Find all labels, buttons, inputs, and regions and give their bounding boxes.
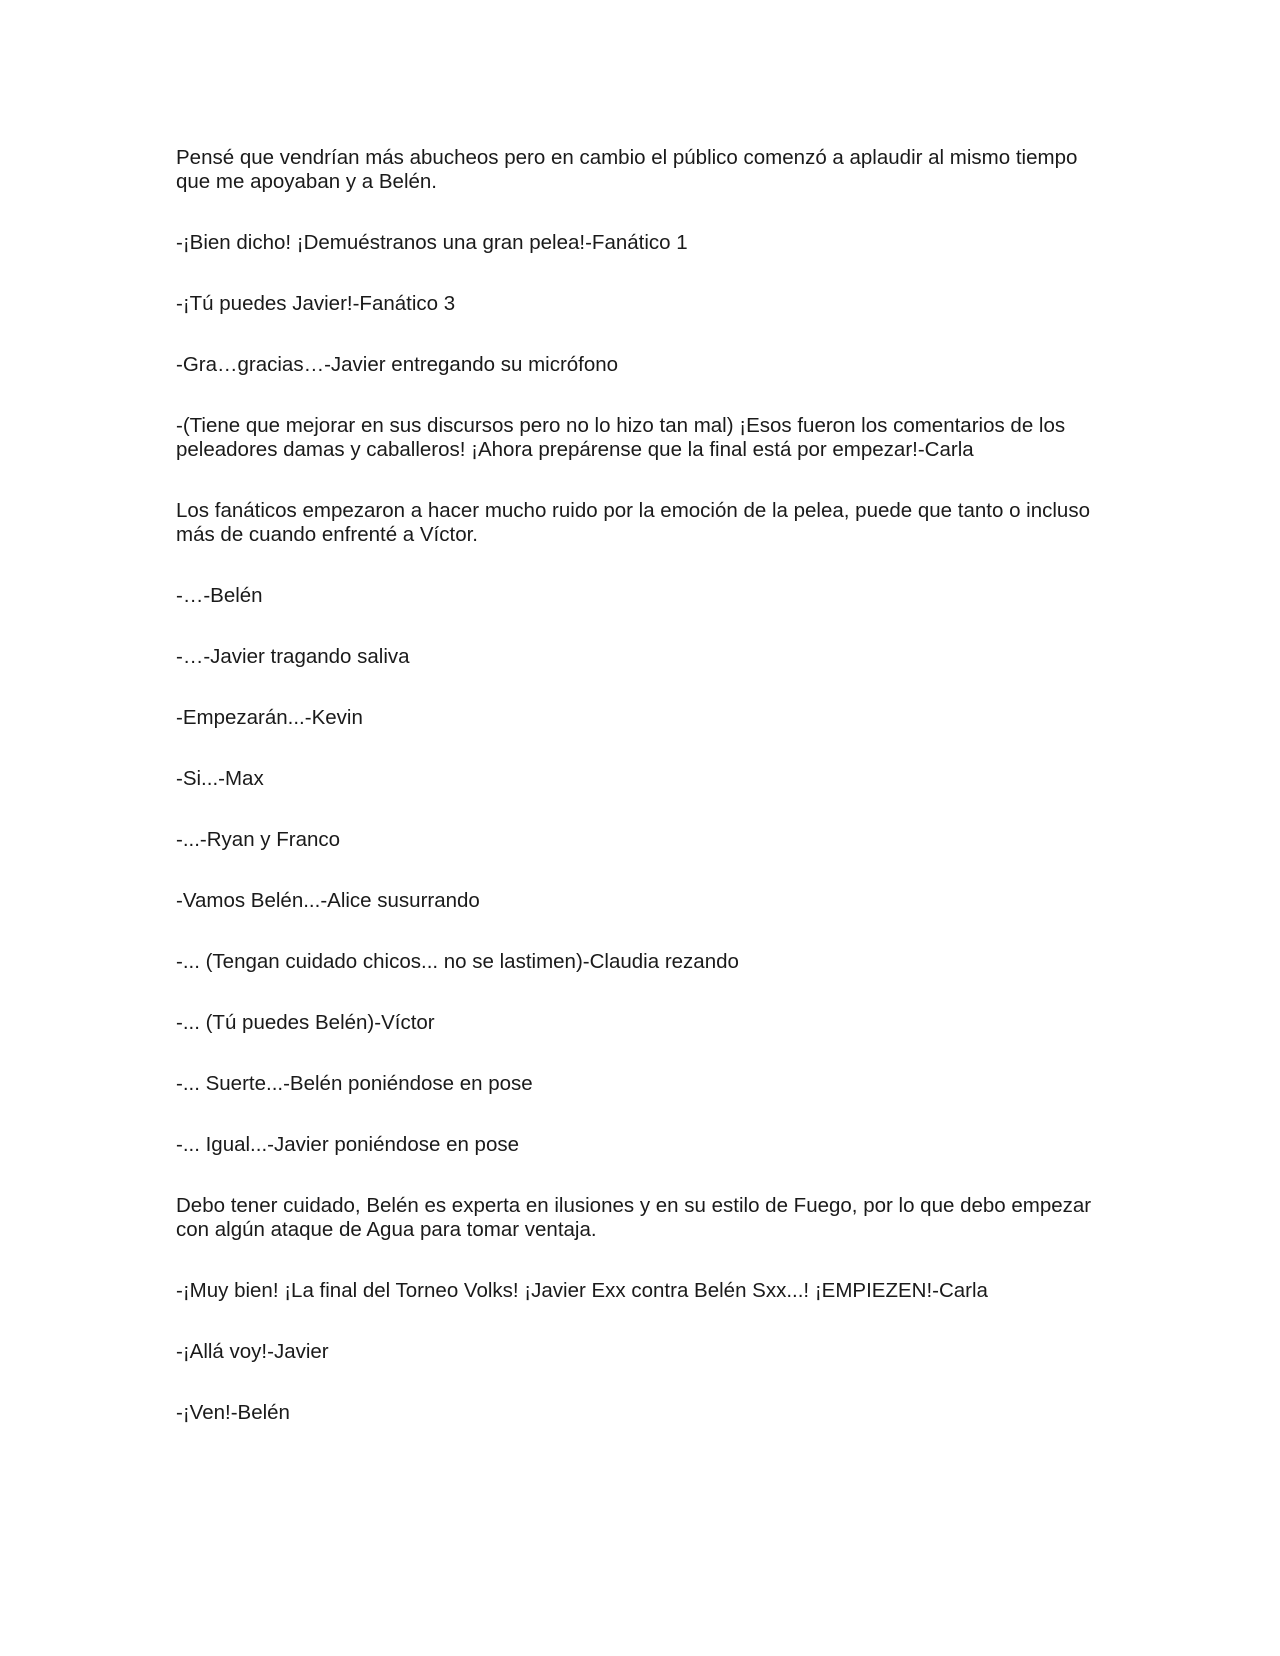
paragraph: -¡Allá voy!-Javier xyxy=(176,1340,329,1363)
paragraph: -... Igual...-Javier poniéndose en pose xyxy=(176,1133,520,1156)
document-body xyxy=(176,146,1116,1462)
paragraph: -¡Tú puedes Javier!-Fanático 3 xyxy=(176,292,456,315)
paragraph: -Empezarán...-Kevin xyxy=(176,706,363,729)
paragraph: -…-Belén xyxy=(176,584,263,607)
paragraph: -Vamos Belén...-Alice susurrando xyxy=(176,889,480,912)
paragraph: -Gra…gracias…-Javier entregando su micrófono xyxy=(176,353,619,376)
paragraph: Los fanáticos empezaron a hacer mucho ruido por la emoción de la pelea, puede que tanto o incluso más de cuando enfrenté a Víctor. xyxy=(176,499,1090,546)
paragraph: -...-Ryan y Franco xyxy=(176,828,341,851)
paragraph: -... (Tú puedes Belén)-Víctor xyxy=(176,1011,435,1034)
paragraph: -…-Javier tragando saliva xyxy=(176,645,410,668)
paragraph: Pensé que vendrían más abucheos pero en cambio el público comenzó a aplaudir al mismo tiempo que me apoyaban y a Belén. xyxy=(176,146,1078,193)
paragraph: -¡Ven!-Belén xyxy=(176,1401,290,1424)
paragraph: -... (Tengan cuidado chicos... no se lastimen)-Claudia rezando xyxy=(176,950,739,973)
paragraph: -¡Bien dicho! ¡Demuéstranos una gran pelea!-Fanático 1 xyxy=(176,231,688,254)
paragraph: Debo tener cuidado, Belén es experta en ilusiones y en su estilo de Fuego, por lo que debo empezar con algún ataque de Agua para tomar ventaja. xyxy=(176,1194,1092,1241)
paragraph: -(Tiene que mejorar en sus discursos pero no lo hizo tan mal) ¡Esos fueron los comentarios de los peleadores damas y caballeros! ¡Ahora prepárense que la final está por empezar!-Carla xyxy=(176,414,1066,461)
paragraph: -¡Muy bien! ¡La final del Torneo Volks! ¡Javier Exx contra Belén Sxx...! ¡EMPIEZEN!-Carla xyxy=(176,1279,988,1302)
paragraph: -Si...-Max xyxy=(176,767,264,790)
paragraph: -... Suerte...-Belén poniéndose en pose xyxy=(176,1072,533,1095)
